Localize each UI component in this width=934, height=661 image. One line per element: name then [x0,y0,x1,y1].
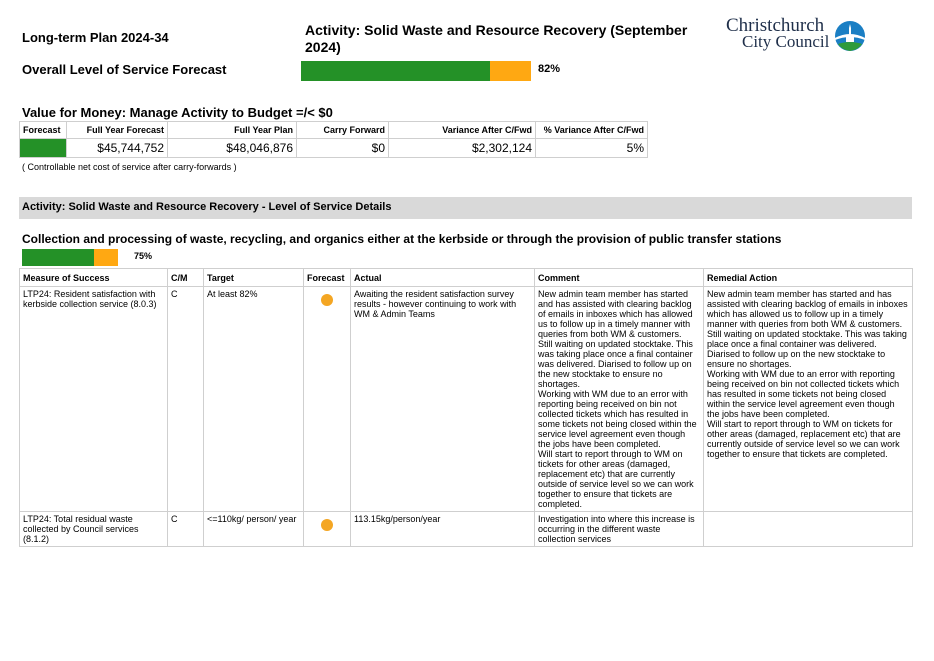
details-header-row [20,269,913,287]
vfm-note: ( Controllable net cost of service after carry-forwards ) [22,162,237,172]
vfm-pct-variance: 5% [536,139,648,158]
vfm-data-row [20,139,648,158]
overall-bar-orange-segment [490,61,531,81]
row-cm: C [168,512,204,547]
vfm-full-year-forecast: $45,744,752 [67,139,168,158]
vfm-header-pct-variance: % Variance After C/Fwd [536,122,648,139]
logo-line2: City Council [742,32,830,51]
row-target: At least 82% [204,287,304,512]
overall-forecast-bar [301,61,531,81]
vfm-header-carry-forward: Carry Forward [297,122,389,139]
vfm-full-year-plan: $48,046,876 [168,139,297,158]
vfm-header-forecast: Forecast [20,122,67,139]
row-comment: Investigation into where this increase is occurring in the different waste collection services [535,512,704,547]
header-forecast: Forecast [304,269,351,287]
vfm-header-full-year-forecast: Full Year Forecast [67,122,168,139]
header-measure: Measure of Success [20,269,168,287]
header-remedial: Remedial Action [704,269,913,287]
forecast-status-dot-icon [321,519,333,531]
row-remedial: New admin team member has started and has assisted with clearing backlog of emails in inboxes which has allowed us to follow up in a timely manner with queries from both WM & customers. Still waiting on updated stocktake. This was taking place once a final container was delivered. Diarised to follow up on the new stocktake to ensure no shortages. Working with WM due to an error with reporting being received on bin not collected tickets which has resulted in some tickets not being closed within the service level agreement even though the jobs have been completed. Will start to report through to WM on tickets for other areas (damaged, replacement etc) that are currently outside of service level so we can work together to ensure that tickets are completed. [704,287,913,512]
row-cm: C [168,287,204,512]
vfm-forecast-indicator [20,139,67,158]
cathedral-emblem-icon [834,20,866,52]
service-group-bar-orange-segment [94,249,118,266]
forecast-status-dot-icon [321,294,333,306]
header-comment: Comment [535,269,704,287]
section-band-title: Activity: Solid Waste and Resource Recovery - Level of Service Details [19,197,912,219]
header-target: Target [204,269,304,287]
table-row [20,287,913,512]
table-row [20,512,913,547]
row-actual: 113.15kg/person/year [351,512,535,547]
row-comment: New admin team member has started and has assisted with clearing backlog of emails in inboxes which has allowed us to follow up in a timely manner with queries from both WM & customers. Still waiting on updated stocktake. This was taking place once a final container was delivered. Diarised to follow up on the new stocktake to ensure no shortages. Working with WM due to an error with reporting being received on bin not collected tickets which has resulted in some tickets not being closed within the service level agreement even though the jobs have been completed. Will start to report through to WM on tickets for other areas (damaged, replacement etc) that are currently outside of service level so we can work together to ensure that tickets are completed. [535,287,704,512]
row-target: <=110kg/ person/ year [204,512,304,547]
vfm-header-row [20,122,648,139]
level-of-service-table [19,268,913,547]
vfm-header-variance: Variance After C/Fwd [389,122,536,139]
council-logo [726,15,871,56]
vfm-variance: $2,302,124 [389,139,536,158]
value-for-money-title: Value for Money: Manage Activity to Budget =/< $0 [22,105,333,120]
vfm-carry-forward: $0 [297,139,389,158]
logo-line1: Christchurch [726,15,825,36]
row-actual: Awaiting the resident satisfaction survey results - however continuing to work with WM & Admin Teams [351,287,535,512]
service-group-bar [22,249,118,266]
service-group-title: Collection and processing of waste, recycling, and organics either at the kerbside or through the provision of public transfer stations [22,232,782,246]
row-remedial [704,512,913,547]
row-measure: LTP24: Resident satisfaction with kerbside collection service (8.0.3) [20,287,168,512]
overall-forecast-percent: 82% [538,63,561,75]
service-group-percent: 75% [134,251,153,261]
header-actual: Actual [351,269,535,287]
overall-forecast-label: Overall Level of Service Forecast [22,62,227,77]
overall-bar-green-segment [301,61,490,81]
value-for-money-table [19,121,648,158]
activity-title: Activity: Solid Waste and Resource Recovery (September 2024) [305,22,688,55]
row-measure: LTP24: Total residual waste collected by Council services (8.1.2) [20,512,168,547]
row-forecast [304,287,351,512]
header-cm: C/M [168,269,204,287]
service-group-bar-green-segment [22,249,94,266]
row-forecast [304,512,351,547]
plan-title: Long-term Plan 2024-34 [22,30,169,45]
vfm-header-full-year-plan: Full Year Plan [168,122,297,139]
